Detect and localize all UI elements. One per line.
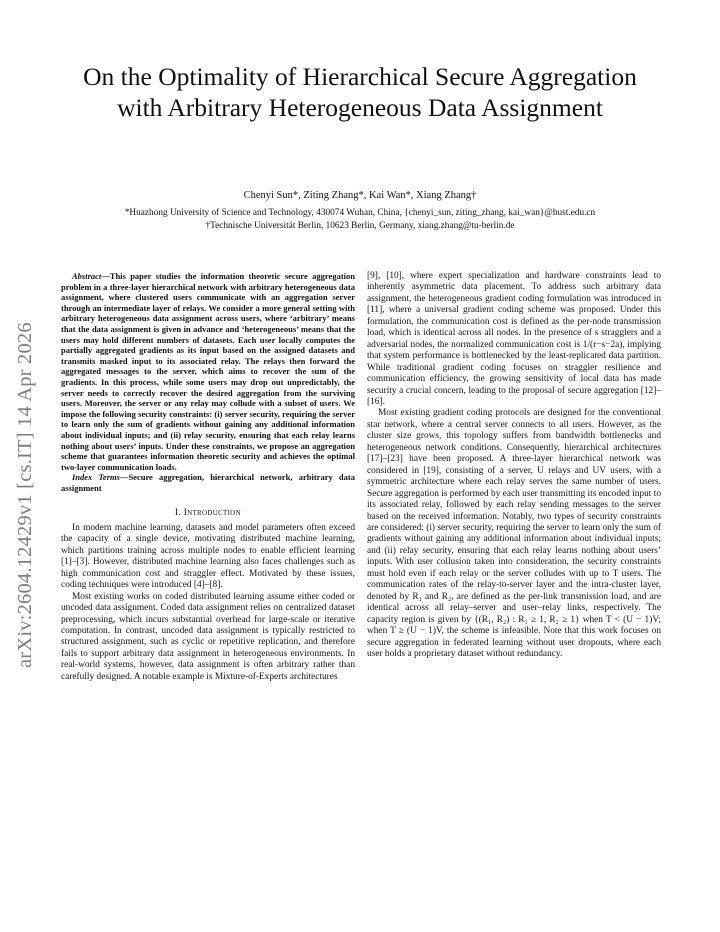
intro-paragraph-1: In modern machine learning, datasets and model parameters often exceed the capacity of a single device, motivating distributed machine learning, which partitions training across multiple nodes to enable efficient learning [1]–[3]. However, distributed machine learning also faces challenges such as high communication cost and straggler effect. Motivated by these issues, coding techniques were introduced [4]–[8]. [61,522,355,591]
arxiv-watermark: arXiv:2604.12429v1 [cs.IT] 14 Apr 2026 [14,322,36,668]
index-terms-label: Index Terms [72,472,120,483]
affiliation-2: †Technische Universität Berlin, 10623 Berlin, Germany, xiang.zhang@tu-berlin.de [205,221,515,231]
author-list: Chenyi Sun*, Ziting Zhang*, Kai Wan*, Xiang Zhang† [243,190,477,201]
index-terms-text: —Secure aggregation, hierarchical network, arbitrary data assignment [61,472,355,493]
abstract [61,271,355,472]
left-column [61,271,355,683]
abstract-label: Abstract [72,271,102,281]
affiliation-1: *Huazhong University of Science and Technology, 430074 Wuhan, China, {chenyi_sun, ziting_zhang, kai_wan}@hust.edu.cn [124,208,596,218]
intro-paragraph-3: [9], [10], where expert specialization and hardware constraints lead to inherently asymmetric data placement. To address such arbitrary data assignment, the heterogeneous gradient coding formulation was introduced in [11], where a universal gradient coding scheme was proposed. Under this formulation, the communication cost is defined as the per-node transmission load, which is identical across all nodes. In the presence of s stragglers and a adversarial nodes, the normalized communication cost is 1/(r−s−2a), implying that system performance is bottlenecked by the least-replicated data partition. While traditional gradient coding focuses on straggler resilience and communication efficiency, the growing sensitivity of local data has made security a crucial concern, leading to the proposal of secure aggregation [12]–[16]. [367,271,661,407]
right-column [367,271,661,660]
section-heading-introduction: I. Introduction [175,508,241,519]
index-terms [61,472,355,493]
intro-paragraph-2: Most existing works on coded distributed learning assume either coded or uncoded data assignment. Coded data assignment relies on centralized dataset preprocessing, which incurs substantial overhead for large-scale or iterative computation. In contrast, uncoded data assignment is typically restricted to structured assignment, such as cyclic or repetitive replication, and therefore fails to support arbitrary data assignment in heterogeneous environments. In real-world systems, however, data assignment is often arbitrary rather than carefully designed. A notable example is Mixture-of-Experts architectures [61,591,355,682]
intro-paragraph-4: Most existing gradient coding protocols are designed for the conventional star network, where a central server connects to all users. However, as the cluster size grows, this topology suffers from bandwidth bottlenecks and heterogeneous network conditions. Consequently, hierarchical architectures [17]–[23] have been proposed. A three-layer hierarchical network was considered in [19], consisting of a server, U relays and UV users, with a symmetric architecture where each relay serves the same number of users. Secure aggregation is performed by each user transmitting its encoded input to its associated relay, followed by each relay sending messages to the server based on the received information. Notably, two types of security constraints are considered: (i) server security, requiring the server to learn only the sum of gradients without gaining any additional information about individual inputs; and (ii) relay security, ensuring that each relay learns nothing about users’ inputs. With user collusion taken into consideration, the security constraints must hold even if each relay or the server colludes with up to T users. The communication rates of the relay-to-server layer and the intra-cluster layer, denoted by R₁ and R₂, are defined as the per-link transmission load, and are identical across all relay–server and user–relay links, respectively. The capacity region is given by {(R₁, R₂) : R₁ ≥ 1, R₂ ≥ 1} when T < (U − 1)V; when T ≥ (U − 1)V, the scheme is infeasible. Note that this work focuses on secure aggregation in federated learning without user dropouts, where each user holds a proprietary dataset without redundancy. [367,408,661,659]
paper-title: On the Optimality of Hierarchical Secure Aggregation with Arbitrary Heterogeneous Data Assignment [83,62,637,122]
abstract-text: —This paper studies the information theoretic secure aggregation problem in a three-layer hierarchical network with arbitrary heterogeneous data assignment, where clustered users communicate with an aggregation server through an intermediate layer of relays. We consider a more general setting with arbitrary heterogeneous data assignment across users, where ‘arbitrary’ means that the data assignment is given in advance and ‘heterogeneous’ means that the users may hold different numbers of datasets. Each user locally computes the partially aggregated gradients as its input based on the assigned datasets and transmits masked input to its associated relay. The relays then forward the aggregated messages to the server, which aims to recover the sum of the gradients. In this process, while some users may drop out unpredictably, the server needs to correctly recover the desired aggregation from the surviving users. Moreover, the server or any relay may collude with a subset of users. We impose the following security constraints: (i) server security, requiring the server to learn only the sum of gradients without gaining any additional information about individual inputs; and (ii) relay security, ensuring that each relay learns nothing about users’ inputs. Under these constraints, we propose an aggregation scheme that guarantees information theoretic security and achieves the optimal two-layer communication loads. [61,271,355,472]
